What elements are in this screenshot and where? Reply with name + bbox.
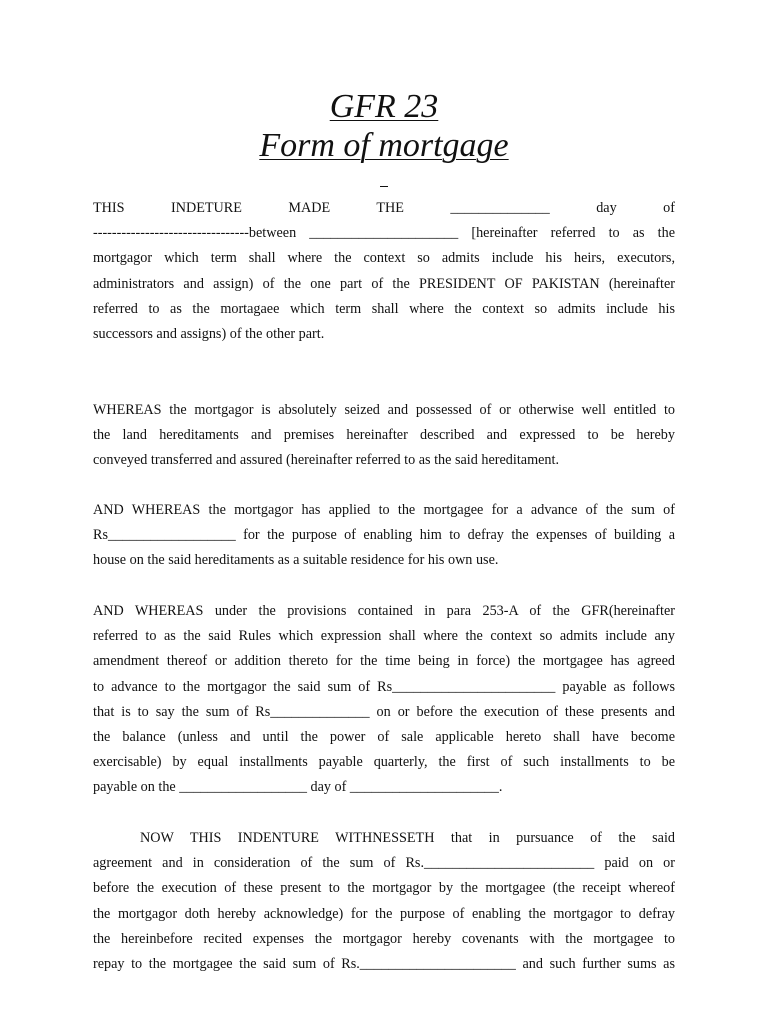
text-line: house on the said hereditaments as a suitable residence for his own use. <box>93 552 499 569</box>
text-line: payable on the __________________ day of _____________________. <box>93 779 503 796</box>
text-line: to advance to the mortgagor the said sum of Rs_______________________ payable as follows <box>93 678 675 695</box>
paragraph-whereas-applied <box>93 498 675 574</box>
text-line: administrators and assign) of the one part of the PRESIDENT OF PAKISTAN (hereinafter <box>93 275 675 292</box>
paragraph-whereas-seized <box>93 398 675 474</box>
text-line: successors and assigns) of the other part. <box>93 325 325 342</box>
form-number-title: GFR 23 <box>329 88 439 125</box>
text-line: exercisable) by equal installments payable quarterly, the first of such installments to be <box>93 754 675 771</box>
text-line: AND WHEREAS under the provisions contained in para 253-A of the GFR(hereinafter <box>93 603 675 619</box>
text-line: WHEREAS the mortgagor is absolutely seized and possessed of or otherwise well entitled to <box>93 402 675 418</box>
text-line: Rs__________________ for the purpose of enabling him to defray the expenses of building a <box>93 527 675 544</box>
text-line: repay to the mortgagee the said sum of Rs.______________________ and such further sums as <box>93 955 675 972</box>
text-line: the balance (unless and until the power of sale applicable hereto shall have become <box>93 728 675 745</box>
text-line: THIS INDETURE MADE THE ______________ day of <box>93 200 675 216</box>
form-title: Form of mortgage <box>259 127 509 164</box>
paragraph-indenture-witnesseth <box>93 826 675 977</box>
text-line: mortgagor which term shall where the context so admits include his heirs, executors, <box>93 250 675 267</box>
text-line: before the execution of these present to the mortgagor by the mortgagee (the receipt whereof <box>93 880 675 897</box>
text-line: the land hereditaments and premises hereinafter described and expressed to be hereby <box>93 427 675 444</box>
text-line: the mortgagor doth hereby acknowledge) for the purpose of enabling the mortgagor to defray <box>93 905 675 922</box>
text-line: the hereinbefore recited expenses the mortgagor hereby covenants with the mortgagee to <box>93 930 675 947</box>
paragraph-whereas-provisions <box>93 599 675 801</box>
text-line: AND WHEREAS the mortgagor has applied to the mortgagee for a advance of the sum of <box>93 502 675 518</box>
text-line: that is to say the sum of Rs______________ on or before the execution of these presents and <box>93 703 675 720</box>
text-line: agreement and in consideration of the sum of Rs.________________________ paid on or <box>93 855 675 872</box>
text-line: amendment thereof or addition thereto for the time being in force) the mortgagee has agreed <box>93 653 675 670</box>
decorative-dash <box>380 186 388 187</box>
text-line: NOW THIS INDENTURE WITHNESSETH that in pursuance of the said <box>140 830 675 846</box>
text-line: ---------------------------------between _____________________ [hereinafter referred to as the <box>93 225 675 242</box>
text-line: referred to as the said Rules which expression shall where the context so admits include any <box>93 628 675 645</box>
text-line: referred to as the mortagaee which term shall where the context so admits include his <box>93 300 675 317</box>
text-line: conveyed transferred and assured (hereinafter referred to as the said hereditament. <box>93 452 559 469</box>
paragraph-indenture <box>93 196 675 347</box>
